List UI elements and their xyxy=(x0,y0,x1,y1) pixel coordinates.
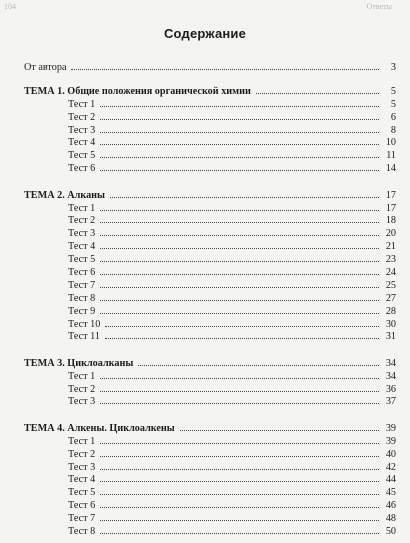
toc-entry-test[interactable] xyxy=(24,266,396,279)
leader-dots xyxy=(100,370,379,379)
leader-dots xyxy=(100,292,379,301)
toc-section-heading[interactable] xyxy=(24,189,396,202)
toc-entry-test[interactable] xyxy=(24,512,396,525)
toc-entry-label: Тест 2 xyxy=(68,448,96,460)
leader-dots xyxy=(100,448,379,457)
toc-entry-page-number: 6 xyxy=(390,111,396,123)
toc-entry-label: Тест 2 xyxy=(68,111,96,123)
toc-entry-label: Тест 11 xyxy=(68,331,100,343)
toc-entry-page-number: 50 xyxy=(385,526,396,537)
toc-entry-test[interactable] xyxy=(24,279,396,292)
toc-entry-page-number: 45 xyxy=(385,487,396,499)
toc-entry-label: Тест 4 xyxy=(68,137,96,149)
leader-dots xyxy=(110,189,379,198)
toc-section-heading[interactable] xyxy=(24,357,396,370)
toc-entry-page-number: 40 xyxy=(385,448,396,460)
toc-entry-page-number: 27 xyxy=(385,292,396,304)
toc-entry-test[interactable] xyxy=(24,435,396,448)
toc-entry-test[interactable] xyxy=(24,98,396,111)
toc-entry-label: ТЕМА 1. Общие положения органической химии xyxy=(24,85,251,97)
leader-dots xyxy=(100,461,379,470)
toc-entry-page-number: 44 xyxy=(385,474,396,486)
toc-entry-test[interactable] xyxy=(24,383,396,396)
toc-entry-page-number: 36 xyxy=(385,383,396,395)
toc-entry-test[interactable] xyxy=(24,473,396,486)
toc-entry-page-number: 28 xyxy=(385,305,396,317)
leader-dots xyxy=(100,395,379,404)
toc-entry-label: Тест 3 xyxy=(68,396,96,408)
leader-dots xyxy=(100,499,379,508)
leader-dots xyxy=(105,330,379,339)
toc-entry-test[interactable] xyxy=(24,162,396,175)
toc-entry-page-number: 31 xyxy=(385,331,396,343)
leader-dots xyxy=(100,525,379,534)
leader-dots xyxy=(100,473,379,482)
toc-entry-test[interactable] xyxy=(24,448,396,461)
toc-entry-preface[interactable] xyxy=(24,61,396,74)
page-title: Содержание xyxy=(163,26,247,41)
toc-entry-test[interactable] xyxy=(24,305,396,318)
toc-entry-page-number: 42 xyxy=(385,461,396,473)
toc-entry-label: Тест 3 xyxy=(68,461,96,473)
toc-entry-test[interactable] xyxy=(24,370,396,383)
toc-entry-label: Тест 5 xyxy=(68,150,96,162)
toc-entry-page-number: 5 xyxy=(390,85,396,97)
leader-dots xyxy=(100,124,379,133)
toc-section-heading[interactable] xyxy=(24,422,396,435)
section-spacer xyxy=(24,175,396,189)
toc-entry-label: От автора xyxy=(24,62,67,73)
toc-entry-page-number: 3 xyxy=(390,62,396,73)
running-header-page-number: 104 xyxy=(4,1,16,11)
toc-entry-test[interactable] xyxy=(24,525,396,538)
toc-entry-test[interactable] xyxy=(24,240,396,253)
toc-entry-label: Тест 5 xyxy=(68,487,96,499)
toc-entry-test[interactable] xyxy=(24,253,396,266)
toc-entry-page-number: 5 xyxy=(390,98,396,110)
toc-entry-label: Тест 6 xyxy=(68,163,96,175)
leader-dots xyxy=(100,512,379,521)
leader-dots xyxy=(100,383,379,392)
toc-entry-label: Тест 3 xyxy=(68,124,96,136)
toc-entry-page-number: 34 xyxy=(385,370,396,382)
toc-entry-page-number: 11 xyxy=(386,150,396,162)
toc-entry-label: Тест 2 xyxy=(68,383,96,395)
leader-dots xyxy=(100,305,379,314)
leader-dots xyxy=(180,422,379,431)
toc-entry-test[interactable] xyxy=(24,227,396,240)
toc-entry-page-number: 14 xyxy=(385,163,396,175)
leader-dots xyxy=(100,149,379,158)
leader-dots xyxy=(100,266,379,275)
toc-entry-page-number: 46 xyxy=(385,500,396,512)
toc-entry-label: ТЕМА 3. Циклоалканы xyxy=(24,357,134,369)
toc-entry-page-number: 24 xyxy=(385,266,396,278)
leader-dots xyxy=(100,214,379,223)
toc-entry-test[interactable] xyxy=(24,318,396,331)
table-of-contents xyxy=(24,61,396,538)
toc-section-heading[interactable] xyxy=(24,85,396,98)
toc-entry-test[interactable] xyxy=(24,499,396,512)
toc-entry-page-number: 20 xyxy=(385,228,396,240)
toc-entry-label: Тест 1 xyxy=(68,435,96,447)
toc-entry-test[interactable] xyxy=(24,111,396,124)
section-spacer xyxy=(24,343,396,357)
toc-entry-label: Тест 2 xyxy=(68,215,96,227)
toc-entry-test[interactable] xyxy=(24,124,396,137)
leader-dots xyxy=(100,240,379,249)
section-spacer xyxy=(24,408,396,422)
leader-dots xyxy=(100,486,379,495)
toc-entry-label: Тест 6 xyxy=(68,266,96,278)
leader-dots xyxy=(100,202,379,211)
toc-entry-page-number: 10 xyxy=(385,137,396,149)
toc-entry-label: Тест 5 xyxy=(68,254,96,266)
toc-entry-label: Тест 4 xyxy=(68,474,96,486)
toc-entry-label: Тест 3 xyxy=(68,228,96,240)
toc-entry-page-number: 39 xyxy=(385,422,396,434)
toc-entry-page-number: 37 xyxy=(385,396,396,408)
leader-dots xyxy=(256,85,379,94)
toc-entry-test[interactable] xyxy=(24,330,396,343)
toc-entry-label: Тест 7 xyxy=(68,279,96,291)
toc-entry-label: Тест 1 xyxy=(68,202,96,214)
toc-entry-page-number: 17 xyxy=(385,189,396,201)
leader-dots xyxy=(100,111,379,120)
leader-dots xyxy=(100,98,379,107)
toc-entry-test[interactable] xyxy=(24,149,396,162)
toc-entry-label: Тест 4 xyxy=(68,241,96,253)
toc-entry-test[interactable] xyxy=(24,486,396,499)
leader-dots xyxy=(100,279,379,288)
running-header-title: Ответы xyxy=(366,1,392,11)
toc-entry-page-number: 39 xyxy=(385,435,396,447)
running-header xyxy=(0,0,410,12)
toc-entry-page-number: 17 xyxy=(385,202,396,214)
section-spacer xyxy=(24,74,396,85)
toc-entry-page-number: 18 xyxy=(385,215,396,227)
leader-dots xyxy=(100,435,379,444)
toc-entry-label: ТЕМА 2. Алканы xyxy=(24,189,106,201)
toc-entry-test[interactable] xyxy=(24,395,396,408)
leader-dots xyxy=(100,227,379,236)
leader-dots xyxy=(100,136,379,145)
toc-entry-test[interactable] xyxy=(24,214,396,227)
toc-entry-page-number: 48 xyxy=(385,513,396,525)
toc-entry-test[interactable] xyxy=(24,292,396,305)
leader-dots xyxy=(138,357,379,366)
toc-entry-label: Тест 7 xyxy=(68,513,96,525)
toc-entry-label: Тест 1 xyxy=(68,98,96,110)
toc-entry-label: Тест 8 xyxy=(68,292,96,304)
toc-entry-test[interactable] xyxy=(24,202,396,215)
toc-entry-page-number: 30 xyxy=(385,318,396,330)
toc-entry-page-number: 21 xyxy=(385,241,396,253)
toc-entry-page-number: 25 xyxy=(385,279,396,291)
toc-entry-label: Тест 6 xyxy=(68,500,96,512)
toc-entry-label: Тест 1 xyxy=(68,370,96,382)
toc-entry-test[interactable] xyxy=(24,461,396,474)
toc-entry-label: Тест 9 xyxy=(68,305,96,317)
leader-dots xyxy=(71,61,379,70)
toc-entry-label: Тест 8 xyxy=(68,526,96,537)
toc-entry-label: ТЕМА 4. Алкены. Циклоалкены xyxy=(24,422,175,434)
leader-dots xyxy=(105,318,379,327)
leader-dots xyxy=(100,162,379,171)
toc-entry-page-number: 23 xyxy=(385,254,396,266)
toc-entry-page-number: 8 xyxy=(390,124,396,136)
toc-entry-label: Тест 10 xyxy=(68,318,101,330)
toc-entry-test[interactable] xyxy=(24,136,396,149)
leader-dots xyxy=(100,253,379,262)
toc-entry-page-number: 34 xyxy=(385,357,396,369)
